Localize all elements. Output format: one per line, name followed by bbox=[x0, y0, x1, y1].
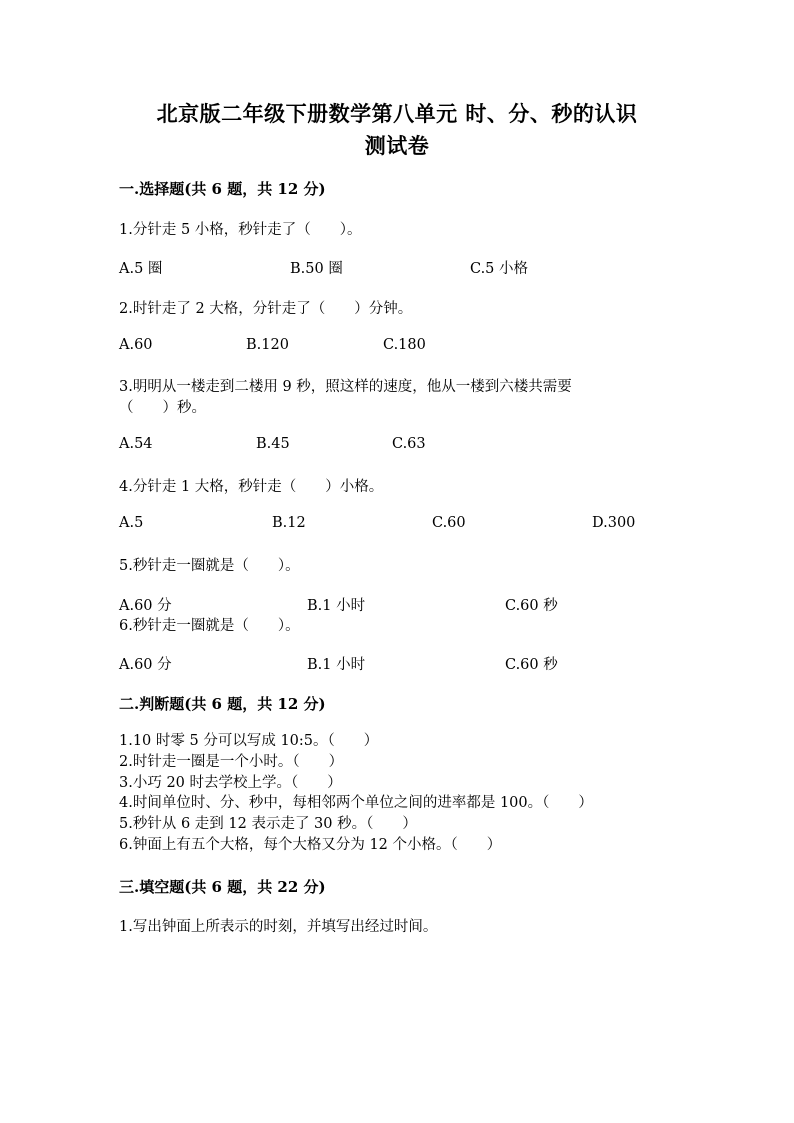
choice-q2-option-c: C.180 bbox=[383, 337, 426, 353]
judge-item-2: 2.时针走一圈是一个小时。（ ） bbox=[119, 754, 344, 770]
page-title-line2: 测试卷 bbox=[364, 133, 430, 158]
choice-question-3: 3.明明从一楼走到二楼用 9 秒，照这样的速度，他从一楼到六楼共需要 bbox=[119, 379, 572, 395]
choice-q4-option-c: C.60 bbox=[432, 515, 466, 531]
section-heading-choice: 一.选择题(共 6 题，共 12 分) bbox=[119, 180, 326, 198]
choice-q2-option-a: A.60 bbox=[119, 337, 153, 353]
choice-question-1: 1.分针走 5 小格，秒针走了（ ）。 bbox=[119, 222, 362, 238]
choice-q3-option-b: B.45 bbox=[256, 436, 290, 452]
choice-q1-option-a: A.5 圈 bbox=[119, 261, 163, 277]
section-heading-fill: 三.填空题(共 6 题，共 22 分) bbox=[119, 878, 326, 896]
choice-q2-option-b: B.120 bbox=[246, 337, 289, 353]
choice-q1-option-c: C.5 小格 bbox=[470, 261, 529, 277]
choice-question-5: 5.秒针走一圈就是（ ）。 bbox=[119, 558, 300, 574]
judge-item-3: 3.小巧 20 时去学校上学。（ ） bbox=[119, 775, 342, 791]
choice-q3-option-c: C.63 bbox=[392, 436, 426, 452]
choice-q6-option-c: C.60 秒 bbox=[505, 657, 558, 673]
judge-item-1: 1.10 时零 5 分可以写成 10:5。（ ） bbox=[119, 733, 379, 749]
choice-q5-option-b: B.1 小时 bbox=[307, 598, 366, 614]
choice-q3-option-a: A.54 bbox=[119, 436, 153, 452]
judge-item-6: 6.钟面上有五个大格，每个大格又分为 12 个小格。（ ） bbox=[119, 837, 502, 853]
choice-question-6: 6.秒针走一圈就是（ ）。 bbox=[119, 618, 300, 634]
judge-item-4: 4.时间单位时、分、秒中，每相邻两个单位之间的进率都是 100。（ ） bbox=[119, 795, 593, 811]
choice-q5-option-a: A.60 分 bbox=[119, 598, 172, 614]
choice-q1-option-b: B.50 圈 bbox=[290, 261, 343, 277]
section-heading-judge: 二.判断题(共 6 题，共 12 分) bbox=[119, 695, 326, 713]
page-title-line1: 北京版二年级下册数学第八单元 时、分、秒的认识 bbox=[156, 101, 638, 126]
choice-question-3-cont: （ ）秒。 bbox=[119, 400, 206, 416]
choice-q6-option-a: A.60 分 bbox=[119, 657, 172, 673]
choice-q4-option-b: B.12 bbox=[272, 515, 306, 531]
choice-q4-option-d: D.300 bbox=[592, 515, 636, 531]
choice-question-2: 2.时针走了 2 大格，分针走了（ ）分钟。 bbox=[119, 301, 413, 317]
choice-q6-option-b: B.1 小时 bbox=[307, 657, 366, 673]
choice-q5-option-c: C.60 秒 bbox=[505, 598, 558, 614]
fill-question-1: 1.写出钟面上所表示的时刻，并填写出经过时间。 bbox=[119, 919, 438, 935]
judge-item-5: 5.秒针从 6 走到 12 表示走了 30 秒。（ ） bbox=[119, 816, 417, 832]
choice-q4-option-a: A.5 bbox=[119, 515, 144, 531]
choice-question-4: 4.分针走 1 大格，秒针走（ ）小格。 bbox=[119, 479, 384, 495]
